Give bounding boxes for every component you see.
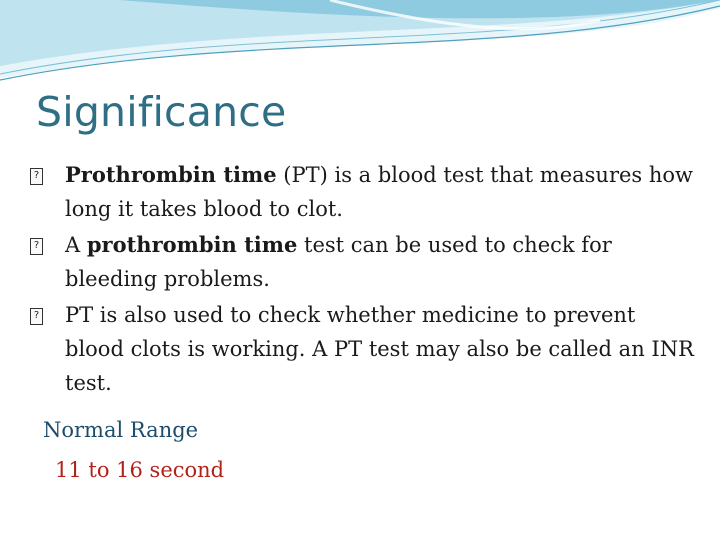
normal-range-value: 11 to 16 second: [55, 458, 225, 482]
bullet-bold-text: Prothrombin time: [65, 162, 277, 187]
bullet-icon: ?: [30, 168, 43, 185]
normal-range-label: Normal Range: [43, 418, 199, 442]
bullet-icon: ?: [30, 308, 43, 325]
header-wave-decoration: [0, 0, 720, 90]
bullet-icon: ?: [30, 238, 43, 255]
bullet-list: [28, 158, 698, 402]
bullet-item: [28, 298, 698, 400]
bullet-text: PT is also used to check whether medicine to prevent blood clots is working. A PT test may also be called an INR test.: [65, 303, 694, 395]
slide-title: Significance: [36, 88, 287, 136]
bullet-bold-text: prothrombin time: [86, 232, 298, 257]
bullet-item: [28, 158, 698, 226]
bullet-lead-text: A: [65, 233, 87, 257]
bullet-item: [28, 228, 698, 296]
bullet-text: test can be used to check for bleeding problems.: [65, 233, 612, 291]
bullet-text: (PT) is a blood test that measures how long it takes blood to clot.: [65, 163, 694, 221]
